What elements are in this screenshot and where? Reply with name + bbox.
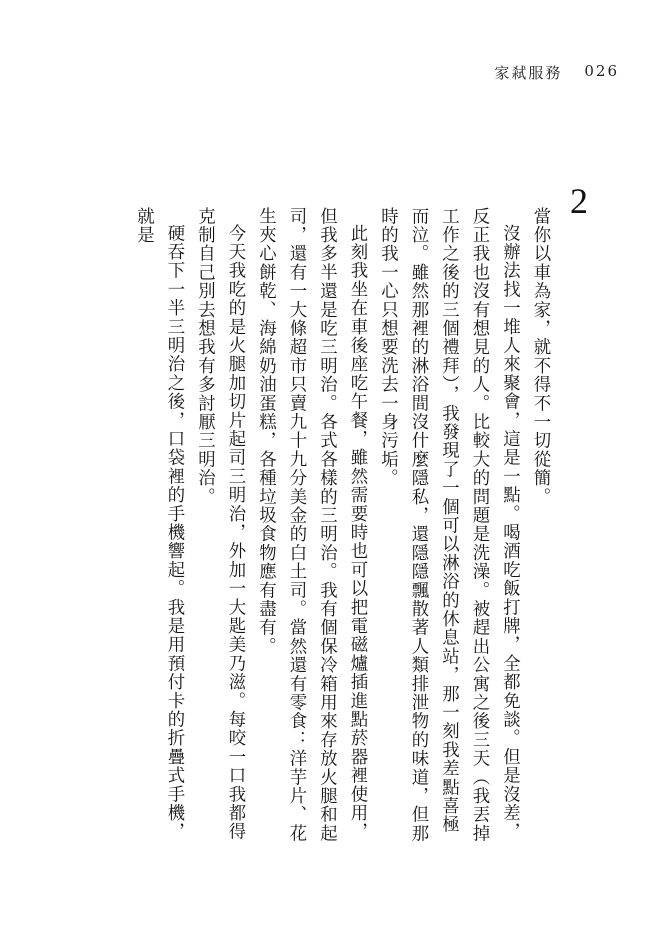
book-title: 家弒服務 [494, 64, 563, 82]
paragraph: 硬吞下一半三明治之後，口袋裡的手機響起。我是用預付卡的折疊式手機，就是 [133, 207, 184, 842]
running-header [494, 62, 619, 83]
page-number: 026 [584, 62, 619, 80]
body-text [128, 207, 555, 847]
paragraph: 此刻我坐在車後座吃午餐，雖然需要時也可以把電磁爐插進點菸器裡使用，但我多半還是吃三明治。各式各樣的三明治。我有個保冷箱用來存放火腿和起司，還有一大條超市只賣九十九分美金的白土司。當然還有零食：洋芋片、花生夾心餅乾、海綿奶油蛋糕，各種垃圾食物應有盡有。 [255, 207, 367, 843]
paragraph: 當你以車為家，就不得不一切從簡。 [530, 207, 550, 507]
paragraph: 沒辦法找一堆人來聚會，這是一點。喝酒吃飯打牌，全都免談。但是沒差，反正我也沒有想見的人。比較大的問題是洗澡。被趕出公寓之後三天（我丟掉工作之後的三個禮拜），我發現了一個可以淋浴的休息站，那一刻我差點喜極而泣。雖然那裡的淋浴間沒什麼隱私，還隱隱飄散著人類排泄物的味道，但那時的我一心只想要洗去一身污垢。 [377, 207, 520, 843]
paragraph: 今天我吃的是火腿加切片起司三明治，外加一大匙美乃滋。每咬一口我都得克制自己別去想我有多討厭三明治。 [194, 207, 245, 842]
chapter-number: 2 [570, 181, 588, 221]
